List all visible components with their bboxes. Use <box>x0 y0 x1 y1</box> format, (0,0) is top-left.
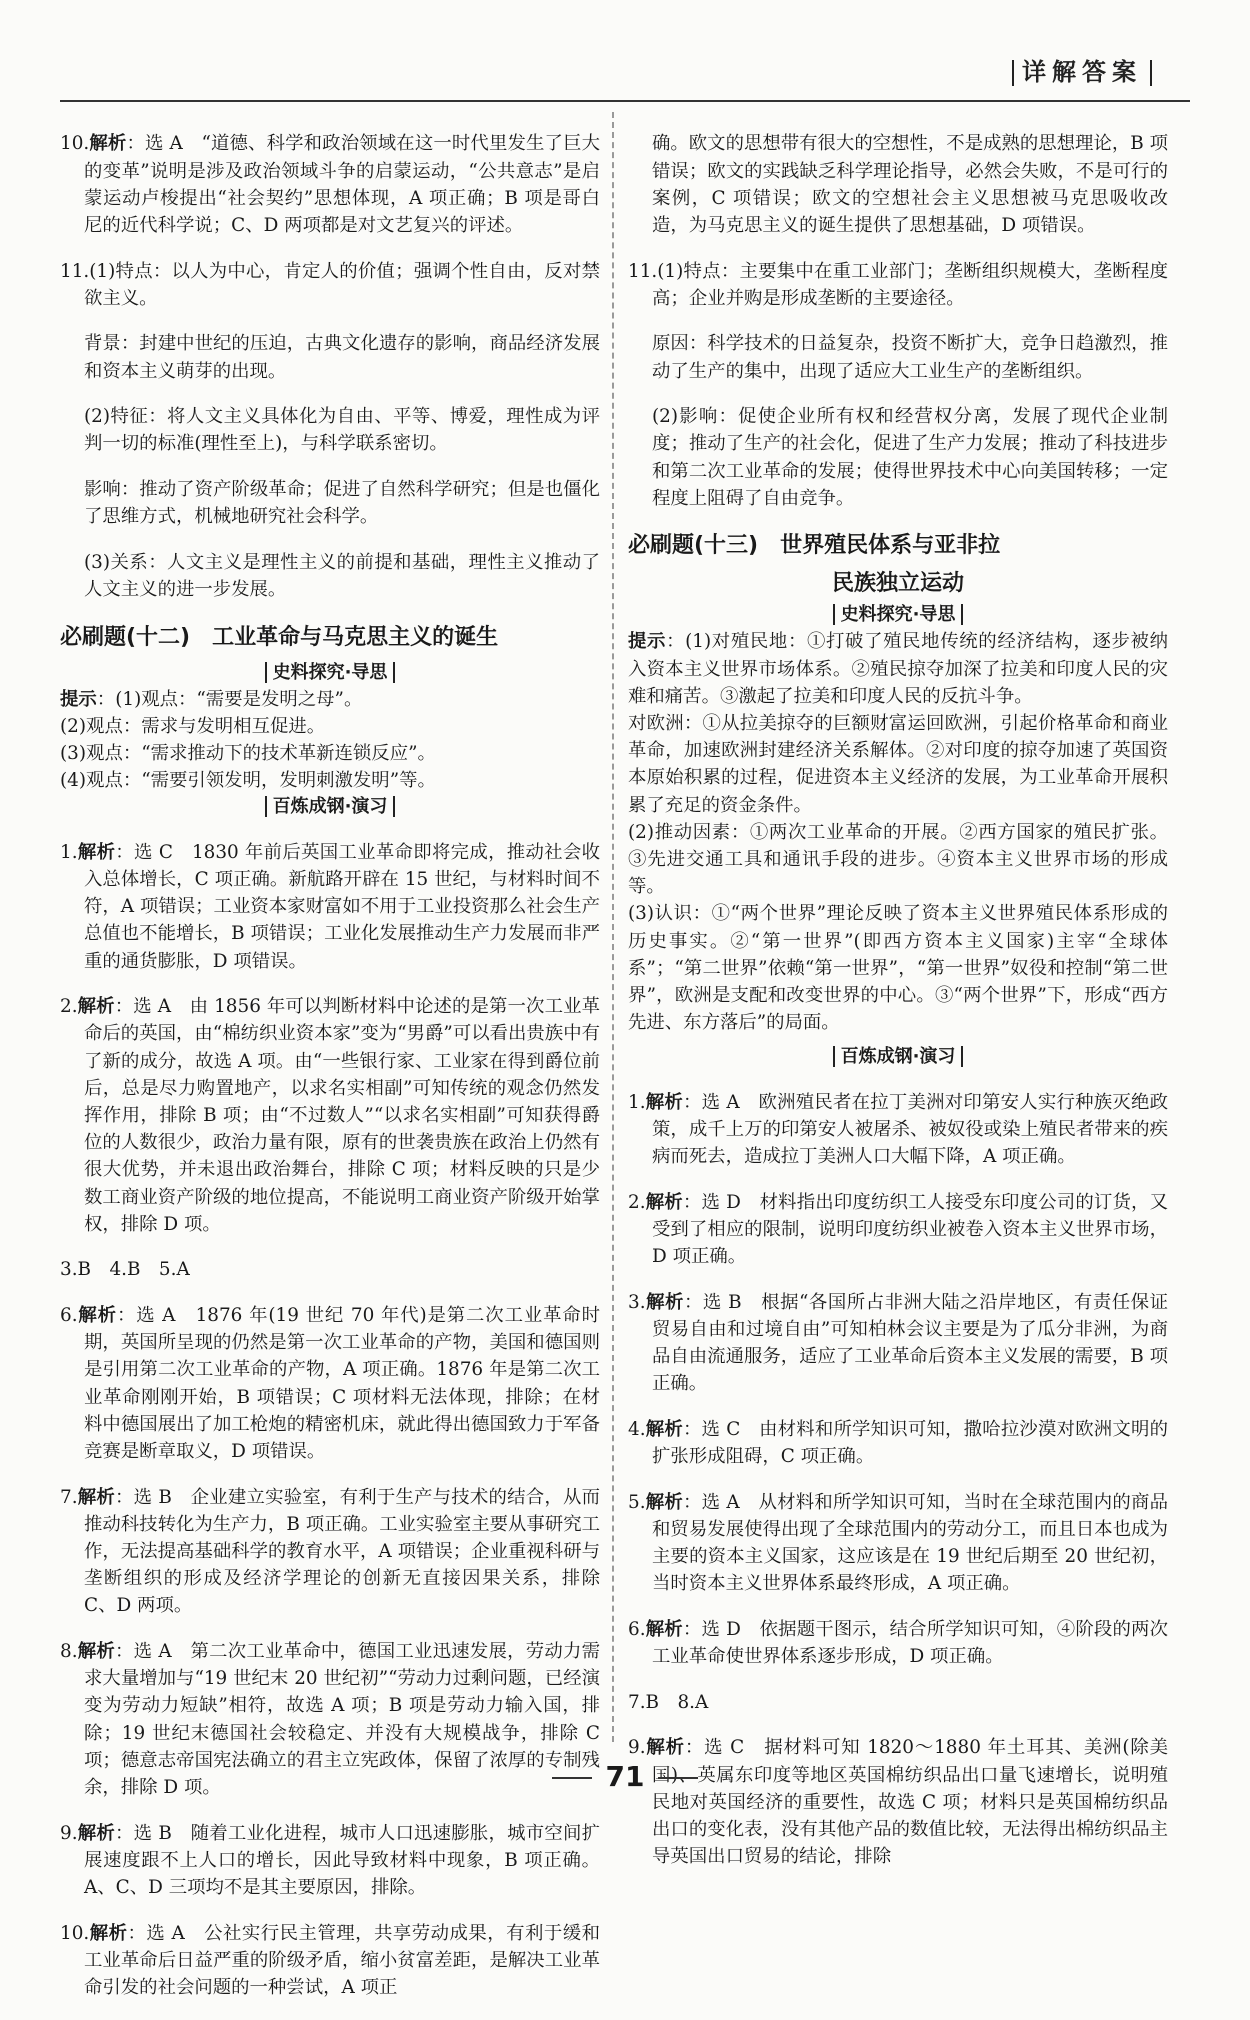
answer-7: 7.解析：选 B 企业建立实验室，有利于生产与技术的结合，从而推动科技转化为生产力，B 项正确。工业实验室主要从事研究工作，无法提高基础科学的教育水平，A 项错误；企业重视科研与垄断组织的形成及经济学理论的创新无直接因果关系，排除 C、D 两项。 <box>60 1486 600 1617</box>
answer-11-3: (3)关系：人文主义是理性主义的前提和基础，理性主义推动了人文主义的进一步发展。 <box>84 551 600 600</box>
answer-13-5: 5.解析：选 A 从材料和所学知识可知，当时在全球范围内的商品和贸易发展使得出现了全球范围内的劳动分工，而且日本也成为主要的资本主义国家，这应该是在 19 世纪后期至 20 世纪初，当时资本主义世界体系最终形成，A 项正确。 <box>628 1491 1168 1595</box>
answer-13-6: 6.解析：选 D 依据题干图示，结合所学知识可知，④阶段的两次工业革命使世界体系逐步形成，D 项正确。 <box>628 1619 1168 1668</box>
page-number: 71 <box>605 1760 645 1793</box>
hint-3: (3)观点：“需求推动下的技术革新连锁反应”。 <box>60 742 436 764</box>
answer-13-4: 4.解析：选 C 由材料和所学知识可知，撒哈拉沙漠对欧洲文明的扩张形成阻碍，C 项正确。 <box>628 1419 1168 1468</box>
answer-13-1: 1.解析：选 A 欧洲殖民者在拉丁美洲对印第安人实行种族灭绝政策，成千上万的印第安人被屠杀、被奴役或染上殖民者带来的疾病而死去，造成拉丁美洲人口大幅下降，A 项正确。 <box>628 1091 1168 1168</box>
answer-11-background: 背景：封建中世纪的压迫，古典文化遗存的影响，商品经济发展和资本主义萌芽的出现。 <box>84 333 600 382</box>
section-13-title: 必刷题(十三) 世界殖民体系与亚非拉 <box>628 533 1001 559</box>
answer-11-influence: 影响：推动了资产阶级革命；促进了自然科学研究；但是也僵化了思维方式，机械地研究社会科学。 <box>84 478 600 528</box>
section-13-title-line2: 民族独立运动 <box>831 571 964 597</box>
answer-13-2: 2.解析：选 D 材料指出印度纺织工人接受东印度公司的订货，又受到了相应的限制，说明印度纺织业被卷入资本主义世界市场，D 项正确。 <box>628 1191 1168 1268</box>
section-12-subtitle-explore: 史料探究·导思 <box>60 660 600 686</box>
hint-13-europe: 对欧洲：①从拉美掠夺的巨额财富运回欧洲，引起价格革命和商业革命，加速欧洲封建经济关系解体。②对印度的掠夺加速了英国资本原始积累的过程，促进资本主义经济的发展，为工业革命开展积累了充足的资金条件。 <box>628 713 1168 816</box>
answer-2: 2.解析：选 A 由 1856 年可以判断材料中论述的是第一次工业革命后的英国，由“棉纺织业资本家”变为“男爵”可以看出贵族中有了新的成分，故选 A 项。由“一些银行家、工业家在得到爵位前后，总是尽力购置地产，以求名实相副”可知传统的观念仍然发挥作用，排除 B 项；由“不过数人”“以求名实相副”可知获得爵位的人数很少，政治力量有限，原有的世袭贵族在政治上仍然有很大优势，并未退出政治舞台，排除 C 项；材料反映的只是少数工商业资产阶级的地位提高，不能说明工商业资产阶级开始掌权，排除 D 项。 <box>60 996 600 1235</box>
answer-11-2: (2)特征：将人文主义具体化为自由、平等、博爱，理性成为评判一切的标准(理性至上)，与科学联系密切。 <box>84 406 600 455</box>
left-column <box>60 112 600 2020</box>
answer-9: 9.解析：选 B 随着工业化进程，城市人口迅速膨胀，城市空间扩展速度跟不上人口的增长，因此导致材料中现象，B 项正确。A、C、D 三项均不是其主要原因，排除。 <box>60 1822 600 1899</box>
answer-1: 1.解析：选 C 1830 年前后英国工业革命即将完成，推动社会收入总体增长，C 项正确。新航路开辟在 15 世纪，与材料时间不符，A 项错误；工业资本家财富如不用于工业投资那么社会生产总值也不能增长，B 项错误；工业化发展推动生产力发展而非严重的通货膨胀，D 项错误。 <box>60 841 600 972</box>
right-column <box>628 112 1168 1889</box>
answer-6: 6.解析：选 A 1876 年(19 世纪 70 年代)是第二次工业革命时期，英国所呈现的仍然是第一次工业革命的产物，美国和德国则是引用第二次工业革命的产物，A 项正确。1876 年是第二次工业革命刚刚开始，B 项错误；C 项材料无法体现，排除；在材料中德国展出了加工枪炮的精密机床，就此得出德国致力于军备竞赛是断章取义，D 项错误。 <box>60 1305 600 1463</box>
section-13-subtitle-practice: 百炼成钢·演习 <box>628 1044 1168 1070</box>
answer-8: 8.解析：选 A 第二次工业革命中，德国工业迅速发展，劳动力需求大量增加与“19 世纪末 20 世纪初”“劳动力过剩问题，已经演变为劳动力短缺”相符，故选 A 项；B 项是劳动力输入国，排除；19 世纪末德国社会较稳定、并没有大规模战争，排除 C 项；德意志帝国宪法确立的君主立宪政体，保留了浓厚的专制残余，排除 D 项。 <box>60 1641 600 1799</box>
answer-11-1: 11.(1)特点：以人为中心，肯定人的价值；强调个性自由，反对禁欲主义。 <box>60 260 600 309</box>
section-tag <box>1004 52 1160 87</box>
hint-1: 提示：(1)观点：“需要是发明之母”。 <box>60 688 363 710</box>
column-divider <box>612 112 614 1742</box>
page-footer <box>0 1760 1250 1793</box>
section-12-subtitle-practice: 百炼成钢·演习 <box>60 794 600 820</box>
answer-13-9: 9.解析：选 C 据材料可知 1820～1880 年土耳其、美洲(除美国)、英属东印度等地区英国棉纺织品出口量飞速增长，说明殖民地对英国经济的重要性，故选 C 项；材料只是英国棉纺织品出口的变化表，没有其他产品的数值比较，无法得出棉纺织品主导英国出口贸易的结论，排除 <box>628 1737 1168 1868</box>
answer-11-reason: 原因：科学技术的日益复杂，投资不断扩大，竞争日趋激烈，推动了生产的集中，出现了适应大工业生产的垄断组织。 <box>652 333 1168 382</box>
hint-13-1: 提示：(1)对殖民地：①打破了殖民地传统的经济结构，逐步被纳入资本主义世界市场体系。②殖民掠夺加深了拉美和印度人民的灾难和痛苦。③激起了拉美和印度人民的反抗斗争。 <box>628 631 1168 707</box>
hint-2: (2)观点：需求与发明相互促进。 <box>60 715 326 737</box>
hint-13-3: (3)认识：①“两个世界”理论反映了资本主义世界殖民体系形成的历史事实。②“第一世界”(即西方资本主义国家)主宰“全球体系”；“第二世界”依赖“第一世界”，“第一世界”奴役和控制“第二世界”，欧洲是支配和改变世界的中心。③“两个世界”下，形成“西方先进、东方落后”的局面。 <box>628 903 1168 1034</box>
answer-13-3: 3.解析：选 B 根据“各国所占非洲大陆之沿岸地区，有责任保证贸易自由和过境自由”可知柏林会议主要是为了瓜分非洲，为商品自由流通服务，适应了工业革命后资本主义发展的需要，B 项正确。 <box>628 1291 1168 1395</box>
answer-10-b: 10.解析：选 A 公社实行民主管理，共享劳动成果，有利于缓和工业革命后日益严重的阶级矛盾，缩小贫富差距，是解决工业革命引发的社会问题的一种尝试，A 项正 <box>60 1922 600 1999</box>
answer-3-5: 3.B 4.B 5.A <box>60 1259 190 1281</box>
hint-13-2: (2)推动因素：①两次工业革命的开展。②西方国家的殖民扩张。③先进交通工具和通讯手段的进步。④资本主义世界市场的形成等。 <box>628 821 1168 898</box>
section-12-title: 必刷题(十二) 工业革命与马克思主义的诞生 <box>60 624 499 650</box>
answer-10-continued: 确。欧文的思想带有很大的空想性，不是成熟的思想理论，B 项错误；欧文的实践缺乏科学理论指导，必然会失败，不是可行的案例，C 项错误；欧文的空想社会主义思想被马克思吸收改造，为马克思主义的诞生提供了思想基础，D 项错误。 <box>652 133 1168 236</box>
hint-4: (4)观点：“需要引领发明，发明刺激发明”等。 <box>60 770 436 792</box>
answer-11-1-right: 11.(1)特点：主要集中在重工业部门；垄断组织规模大，垄断程度高；企业并购是形成垄断的主要途径。 <box>628 260 1168 309</box>
section-13-subtitle-explore: 史料探究·导思 <box>628 602 1168 628</box>
header-rule <box>60 100 1190 102</box>
section-tag-label: 详解答案 <box>1022 58 1142 86</box>
answer-13-7-8: 7.B 8.A <box>628 1691 709 1713</box>
answer-11-2-right: (2)影响：促使企业所有权和经营权分离，发展了现代企业制度；推动了生产的社会化，促进了生产力发展；推动了科技进步和第二次工业革命的发展；使得世界技术中心向美国转移；一定程度上阻碍了自由竞争。 <box>652 406 1168 509</box>
answer-10: 10.解析：选 A “道德、科学和政治领域在这一时代里发生了巨大的变革”说明是涉及政治领域斗争的启蒙运动，“公共意志”是启蒙运动卢梭提出“社会契约”思想体现，A 项正确；B 项是哥白尼的近代科学说；C、D 两项都是对文艺复兴的评述。 <box>60 133 600 236</box>
